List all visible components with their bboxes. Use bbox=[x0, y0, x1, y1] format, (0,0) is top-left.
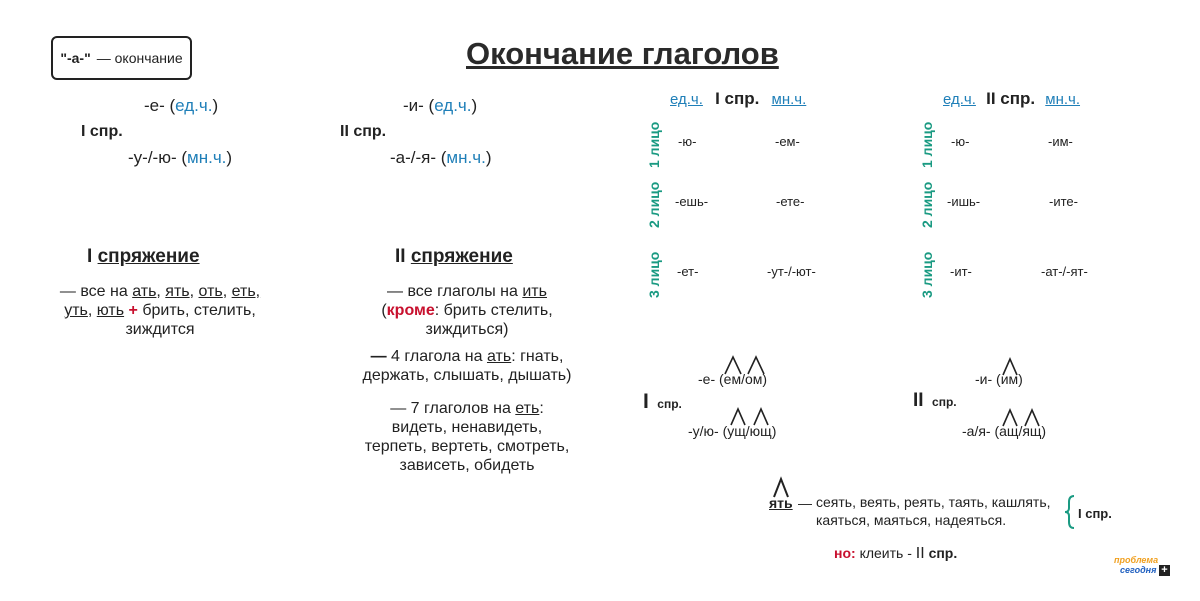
conj2-rule-1: — все глаголы на ить (кроме: брить стелить, зиждиться) bbox=[381, 283, 553, 338]
participle1-top: -е- (ем/ом) bbox=[698, 371, 768, 387]
table1-pl-2: -ете- bbox=[776, 194, 805, 209]
table1-person-1: 1 лицо bbox=[646, 121, 662, 168]
table1-person-3: 3 лицо bbox=[646, 251, 662, 298]
yat-list-1: сеять, веять, реять, таять, кашлять, bbox=[816, 494, 1051, 510]
spr2-label: II спр. bbox=[340, 123, 387, 140]
table1-sg-3: -ет- bbox=[677, 264, 699, 279]
table2-person-3: 3 лицо bbox=[919, 251, 935, 298]
table2-sg-3: -ит- bbox=[950, 264, 972, 279]
table2-pl-3: -ат-/-ят- bbox=[1041, 264, 1088, 279]
table1-sg-2: -ешь- bbox=[675, 194, 709, 209]
participle1-bottom: -у/ю- (ущ/ющ) bbox=[688, 423, 777, 439]
conj1-heading: I спряжение bbox=[87, 246, 200, 267]
participle2-label: II спр. bbox=[913, 390, 957, 411]
participle2-top: -и- (им) bbox=[975, 371, 1023, 387]
table2-header: ед.ч. II спр. мн.ч. bbox=[943, 89, 1081, 108]
legend-marker: "-а-" bbox=[60, 50, 91, 66]
participle1-label: I спр. bbox=[643, 390, 682, 413]
conj1-rules: — все на ать, ять, оть, еть, уть, ють + брить, стелить, зиждится bbox=[59, 283, 261, 338]
table1-sg-1: -ю- bbox=[678, 134, 697, 149]
participle2-bottom: -а/я- (ащ/ящ) bbox=[962, 423, 1047, 439]
ending-e-line: -е- (ед.ч.) bbox=[144, 96, 219, 115]
ending-i-line: -и- (ед.ч.) bbox=[403, 96, 478, 115]
page-title: Окончание глаголов bbox=[466, 36, 779, 71]
legend-box bbox=[51, 36, 192, 80]
table2-pl-2: -ите- bbox=[1049, 194, 1078, 209]
spr1-label: I спр. bbox=[81, 123, 123, 140]
table2-person-2: 2 лицо bbox=[919, 181, 935, 228]
table2-person-1: 1 лицо bbox=[919, 121, 935, 168]
logo: проблема сегодня + bbox=[1114, 555, 1174, 585]
table2-pl-1: -им- bbox=[1048, 134, 1073, 149]
ending-a-line: -а-/-я- (мн.ч.) bbox=[390, 148, 492, 167]
conj2-rule-3: — 7 глаголов на еть: видеть, ненавидеть, терпеть, вертеть, смотреть, зависеть, обидеть bbox=[364, 400, 570, 474]
yat-group-label: I спр. bbox=[1078, 506, 1112, 521]
conj2-heading: II спряжение bbox=[395, 246, 513, 267]
yat-suffix: ять bbox=[769, 495, 793, 511]
conj2-rule-2: — 4 глагола на ать: гнать, держать, слышать, дышать) bbox=[362, 348, 572, 384]
exception-line: но: клеить - II спр. bbox=[834, 545, 958, 562]
table2-sg-2: -ишь- bbox=[947, 194, 981, 209]
table1-pl-3: -ут-/-ют- bbox=[767, 264, 816, 279]
legend-text: — окончание bbox=[96, 50, 183, 66]
yat-dash: — bbox=[798, 495, 812, 511]
table2-sg-1: -ю- bbox=[951, 134, 970, 149]
table1-person-2: 2 лицо bbox=[646, 181, 662, 228]
table1-header: ед.ч. I спр. мн.ч. bbox=[670, 89, 807, 108]
ending-u-line: -у-/-ю- (мн.ч.) bbox=[128, 148, 233, 167]
table1-pl-1: -ем- bbox=[775, 134, 800, 149]
yat-list-2: каяться, маяться, надеяться. bbox=[816, 512, 1007, 528]
